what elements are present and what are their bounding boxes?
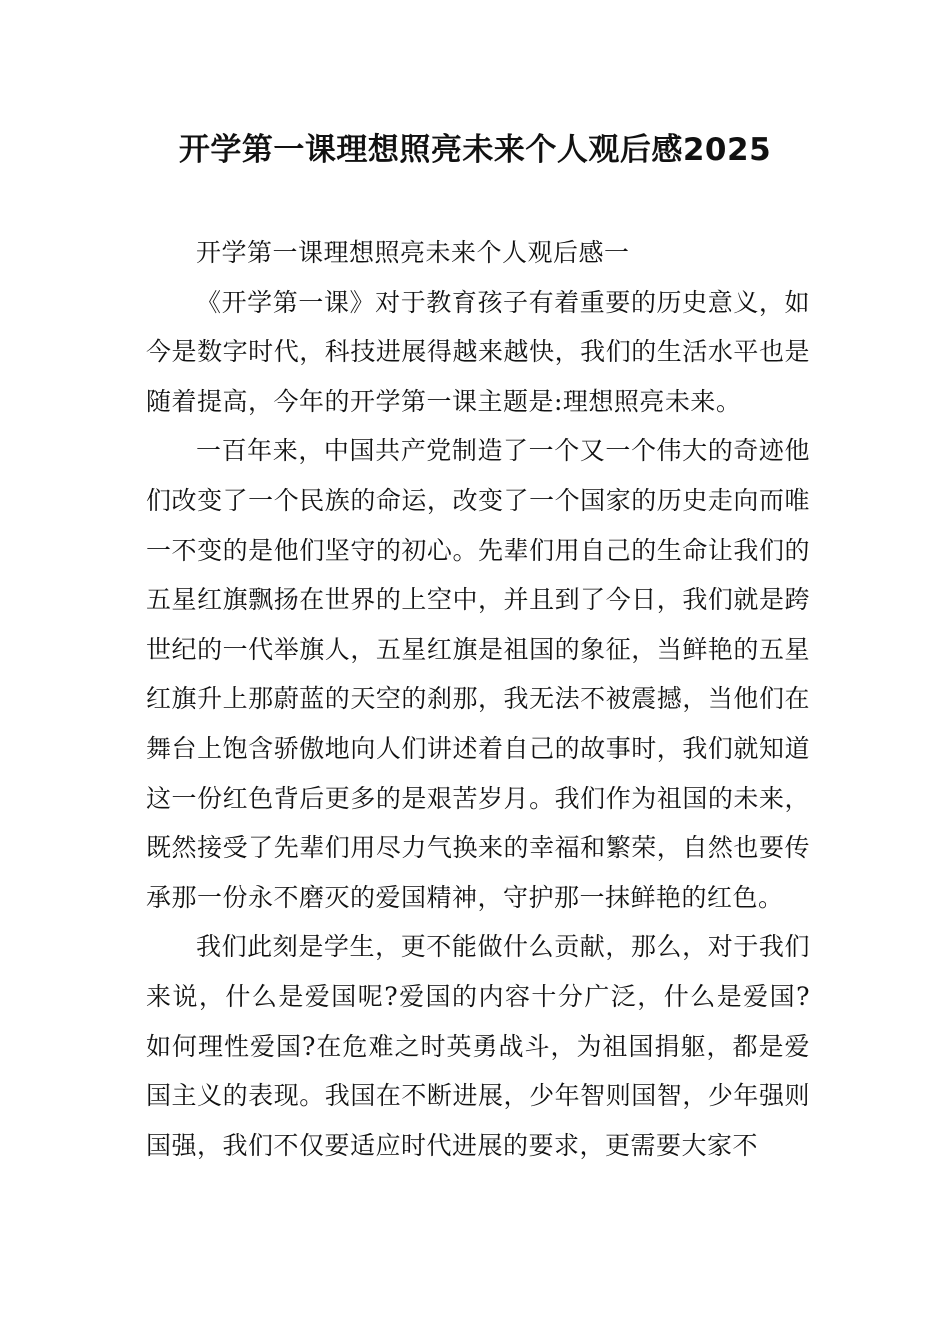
paragraph-2: 一百年来，中国共产党制造了一个又一个伟大的奇迹他们改变了一个民族的命运，改变了一个国家的历史走向而唯一不变的是他们坚守的初心。先辈们用自己的生命让我们的五星红旗飘扬在世界的上空中，并且到了今日，我们就是跨世纪的一代举旗人，五星红旗是祖国的象征，当鲜艳的五星红旗升上那蔚蓝的天空的刹那，我无法不被震撼，当他们在舞台上饱含骄傲地向人们讲述着自己的故事时，我们就知道这一份红色背后更多的是艰苦岁月。我们作为祖国的未来，既然接受了先辈们用尽力气换来的幸福和繁荣，自然也要传承那一份永不磨灭的爱国精神，守护那一抹鲜艳的红色。 xyxy=(146,436,810,912)
document-body xyxy=(146,228,810,1170)
document-title: 开学第一课理想照亮未来个人观后感2025 xyxy=(178,132,772,168)
paragraph-1: 《开学第一课》对于教育孩子有着重要的历史意义，如今是数字时代，科技进展得越来越快，我们的生活水平也是随着提高，今年的开学第一课主题是:理想照亮未来。 xyxy=(146,287,810,416)
paragraph-3: 我们此刻是学生，更不能做什么贡献，那么，对于我们来说，什么是爱国呢?爱国的内容十分广泛，什么是爱国?如何理性爱国?在危难之时英勇战斗，为祖国捐躯，都是爱国主义的表现。我国在不断进展，少年智则国智，少年强则国强，我们不仅要适应时代进展的要求，更需要大家不 xyxy=(146,932,810,1160)
section-subheading: 开学第一课理想照亮未来个人观后感一 xyxy=(196,238,630,267)
